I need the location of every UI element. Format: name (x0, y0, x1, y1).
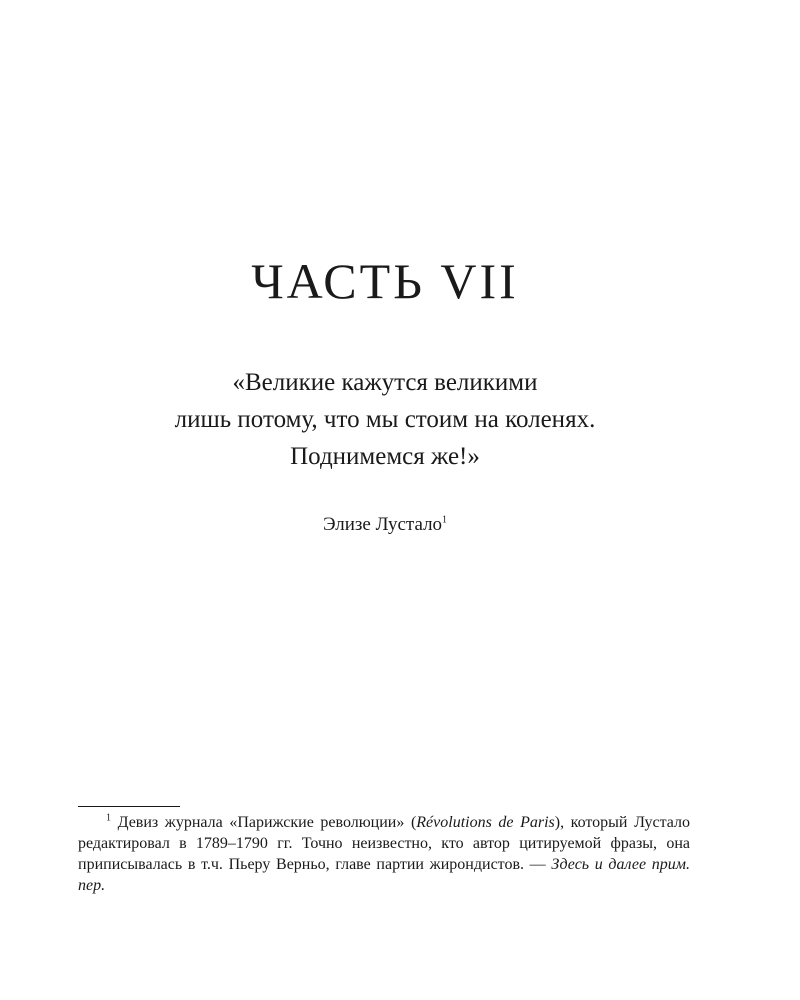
attribution-author: Элизе Лустало (322, 514, 443, 535)
footnote (78, 812, 690, 896)
epigraph-line-1: «Великие кажутся великими (232, 369, 538, 396)
footnote-reference: 1 (442, 514, 448, 526)
footnote-indent (78, 814, 106, 831)
footnote-divider (78, 806, 180, 807)
footnote-text-2: ), который Лустало редактировал в 1789–1790 гг. Точно неизвестно, кто автор цитируемой фразы, она приписывалась в т.ч. Пьеру Верньо, главе партии жирондистов. — (78, 814, 691, 873)
epigraph-line-3: Поднимемся же!» (290, 443, 480, 470)
part-title: ЧАСТЬ VII (251, 253, 519, 309)
footnote-journal-title: Révolutions de Paris (416, 814, 555, 831)
epigraph-attribution (0, 514, 770, 536)
footnote-number: 1 (106, 812, 111, 824)
epigraph-line-2: лишь потому, что мы стоим на коленях. (174, 406, 596, 433)
footnote-editor-note: Здесь и далее прим. пер. (78, 856, 691, 894)
footnote-text-1: Девиз журнала «Парижские революции» ( (117, 814, 417, 831)
epigraph-quote (0, 364, 770, 475)
